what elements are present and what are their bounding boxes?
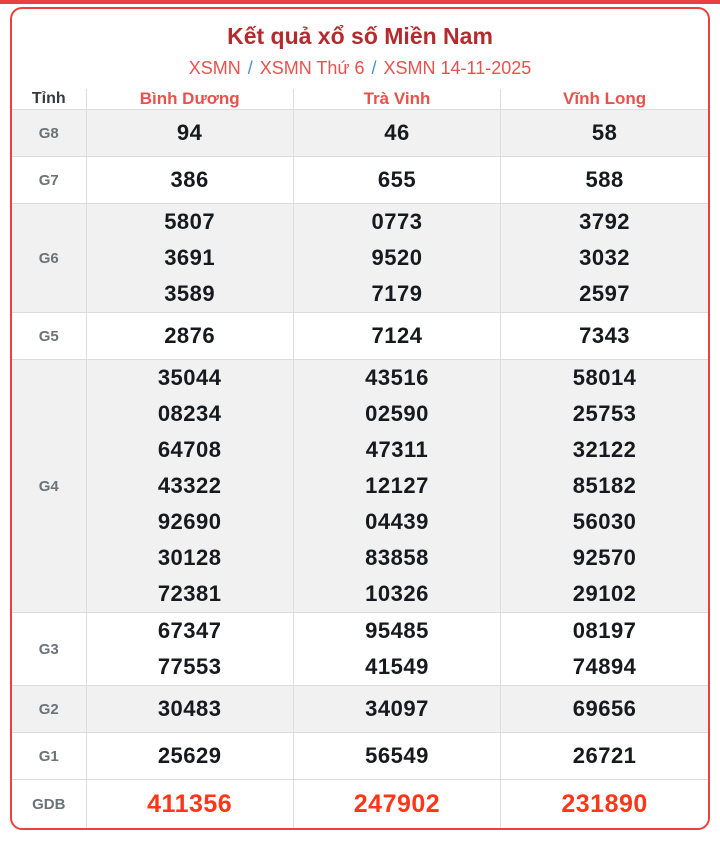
prize-number: 02590 <box>365 401 429 426</box>
prize-number: 04439 <box>365 509 429 534</box>
prize-number: 25753 <box>572 401 637 426</box>
prize-numbers-cell <box>293 110 500 157</box>
prize-number: 7124 <box>371 323 423 348</box>
table-row <box>12 733 708 780</box>
column-header-binh-duong[interactable]: Bình Dương <box>86 89 293 110</box>
prize-number: 58014 <box>572 365 637 390</box>
breadcrumb-separator: / <box>371 58 377 78</box>
prize-numbers-cell <box>501 204 708 313</box>
prize-number: 64708 <box>157 437 222 462</box>
prize-label: G2 <box>12 686 86 733</box>
prize-number: 30128 <box>157 545 222 570</box>
prize-number: 3691 <box>164 245 216 270</box>
breadcrumb <box>20 57 700 79</box>
column-header-tra-vinh[interactable]: Trà Vinh <box>293 89 500 110</box>
results-table <box>12 89 708 828</box>
results-card <box>10 7 710 830</box>
prize-numbers-cell <box>501 733 708 780</box>
prize-numbers-cell <box>86 313 293 360</box>
prize-numbers-cell <box>86 360 293 613</box>
breadcrumb-separator: / <box>247 58 253 78</box>
prize-numbers-cell <box>501 110 708 157</box>
prize-label: G3 <box>12 613 86 686</box>
prize-number: 85182 <box>572 473 637 498</box>
prize-numbers-cell <box>293 157 500 204</box>
prize-number: 95485 <box>365 618 429 643</box>
prize-numbers-cell <box>501 313 708 360</box>
prize-numbers-cell <box>293 780 500 829</box>
prize-number: 5807 <box>164 209 216 234</box>
prize-number: 67347 <box>157 618 222 643</box>
header-row <box>12 89 708 110</box>
prize-numbers-cell <box>501 613 708 686</box>
prize-number: 411356 <box>147 790 233 818</box>
prize-number: 32122 <box>572 437 637 462</box>
prize-numbers-cell <box>293 613 500 686</box>
prize-numbers-cell <box>86 733 293 780</box>
prize-numbers-cell <box>86 110 293 157</box>
prize-number: 231890 <box>561 790 648 818</box>
prize-number: 46 <box>384 120 410 145</box>
prize-number: 41549 <box>365 654 429 679</box>
prize-number: 10326 <box>365 581 429 606</box>
prize-numbers-cell <box>293 733 500 780</box>
prize-number: 25629 <box>157 743 222 768</box>
prize-number: 56549 <box>365 743 429 768</box>
prize-label: G4 <box>12 360 86 613</box>
prize-number: 83858 <box>365 545 429 570</box>
prize-numbers-cell <box>501 157 708 204</box>
table-row <box>12 313 708 360</box>
prize-number: 43516 <box>365 365 429 390</box>
table-row <box>12 780 708 829</box>
prize-number: 386 <box>170 167 209 192</box>
prize-number: 3792 <box>579 209 631 234</box>
prize-number: 94 <box>176 120 203 145</box>
prize-number: 0773 <box>371 209 423 234</box>
prize-numbers-cell <box>501 686 708 733</box>
prize-numbers-cell <box>86 204 293 313</box>
prize-number: 655 <box>377 167 417 192</box>
prize-number: 2876 <box>164 323 216 348</box>
prize-number: 3589 <box>164 281 216 306</box>
prize-number: 47311 <box>365 437 429 462</box>
prize-number: 7343 <box>579 323 631 348</box>
prize-number: 69656 <box>572 696 637 721</box>
breadcrumb-item[interactable]: XSMN 14-11-2025 <box>383 58 532 78</box>
prize-label: G1 <box>12 733 86 780</box>
table-body <box>12 110 708 829</box>
prize-number: 2597 <box>579 281 631 306</box>
prize-number: 9520 <box>371 245 423 270</box>
province-column-header: Tỉnh <box>12 89 86 110</box>
prize-number: 92570 <box>572 545 637 570</box>
prize-numbers-cell <box>86 157 293 204</box>
prize-number: 30483 <box>157 696 222 721</box>
column-header-vinh-long[interactable]: Vĩnh Long <box>501 89 708 110</box>
prize-number: 29102 <box>572 581 637 606</box>
table-header <box>12 89 708 110</box>
prize-number: 588 <box>585 167 624 192</box>
prize-label: G6 <box>12 204 86 313</box>
prize-label: G8 <box>12 110 86 157</box>
breadcrumb-item[interactable]: XSMN Thứ 6 <box>259 58 365 78</box>
prize-number: 08197 <box>572 618 637 643</box>
table-row <box>12 110 708 157</box>
table-row <box>12 686 708 733</box>
prize-number: 34097 <box>365 696 429 721</box>
breadcrumb-item[interactable]: XSMN <box>188 58 241 78</box>
prize-numbers-cell <box>86 780 293 829</box>
prize-number: 247902 <box>353 790 441 818</box>
prize-numbers-cell <box>86 613 293 686</box>
prize-numbers-cell <box>501 780 708 829</box>
prize-numbers-cell <box>293 360 500 613</box>
top-divider <box>0 0 720 4</box>
prize-numbers-cell <box>293 686 500 733</box>
prize-number: 72381 <box>157 581 222 606</box>
card-header <box>12 9 708 89</box>
page-title: Kết quả xổ số Miền Nam <box>227 23 493 49</box>
prize-number: 3032 <box>579 245 631 270</box>
prize-number: 08234 <box>157 401 222 426</box>
prize-number: 77553 <box>157 654 222 679</box>
prize-label: GDB <box>12 780 86 829</box>
prize-number: 92690 <box>157 509 222 534</box>
prize-numbers-cell <box>501 360 708 613</box>
prize-number: 74894 <box>572 654 637 679</box>
prize-number: 12127 <box>365 473 429 498</box>
prize-numbers-cell <box>293 204 500 313</box>
prize-number: 56030 <box>572 509 637 534</box>
table-row <box>12 157 708 204</box>
table-row <box>12 360 708 613</box>
prize-number: 7179 <box>371 281 423 306</box>
prize-label: G7 <box>12 157 86 204</box>
prize-number: 26721 <box>572 743 637 768</box>
prize-label: G5 <box>12 313 86 360</box>
prize-numbers-cell <box>293 313 500 360</box>
prize-number: 43322 <box>157 473 222 498</box>
table-row <box>12 613 708 686</box>
prize-number: 58 <box>591 120 618 145</box>
prize-number: 35044 <box>157 365 222 390</box>
table-row <box>12 204 708 313</box>
prize-numbers-cell <box>86 686 293 733</box>
